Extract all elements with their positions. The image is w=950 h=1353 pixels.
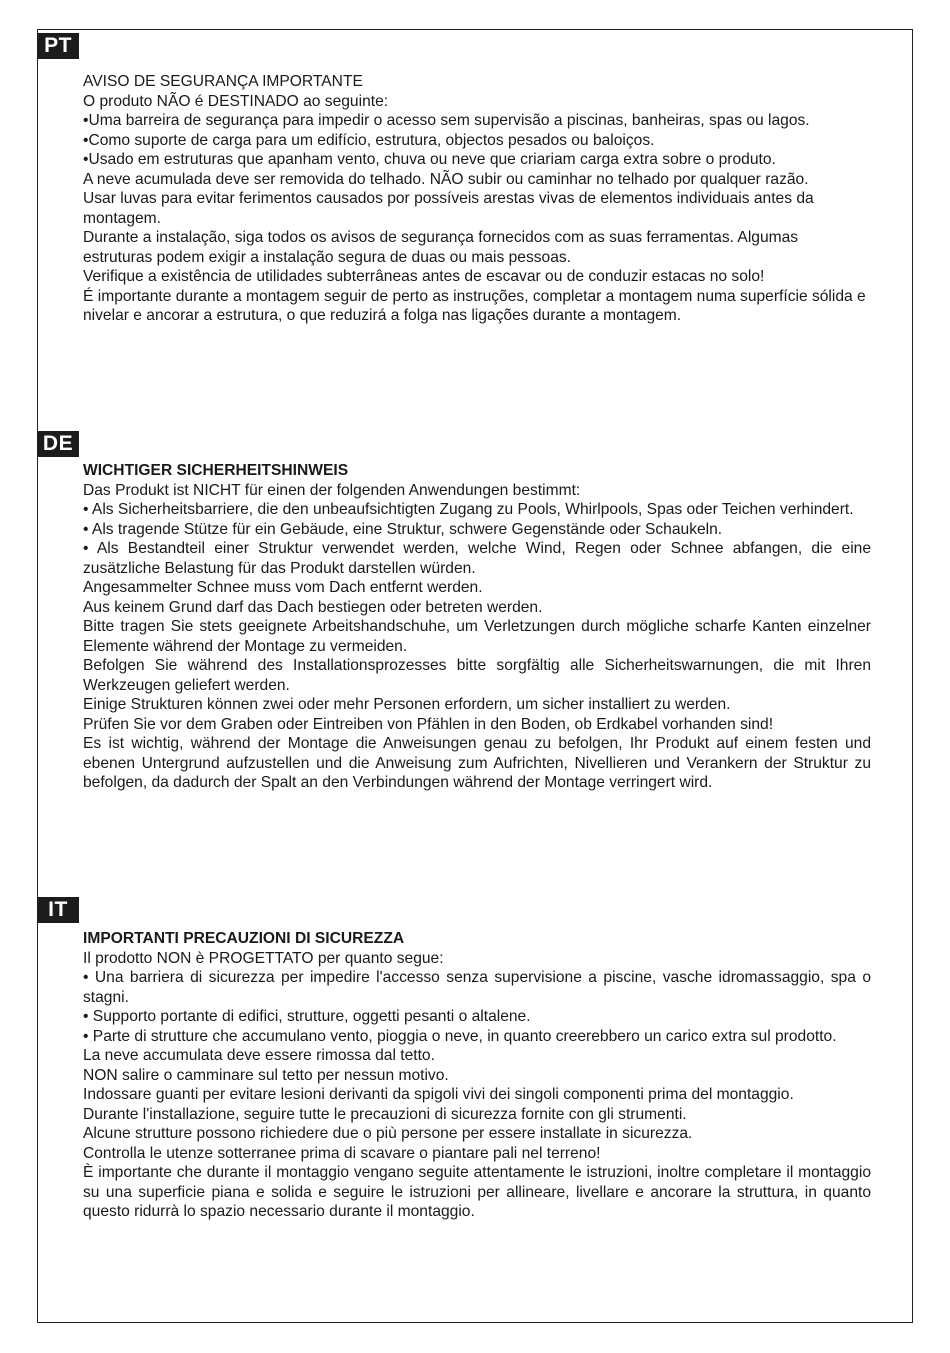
section-it-line: • Supporto portante di edifici, strutture, oggetti pesanti o altalene. bbox=[83, 1008, 531, 1025]
section-pt-line: Durante a instalação, siga todos os avisos de segurança fornecidos com as suas ferramentas. Algumas estruturas podem exigir a instalação segura de duas ou mais pessoas. bbox=[83, 229, 799, 266]
language-badge-de: DE bbox=[37, 431, 79, 457]
language-badge-it: IT bbox=[37, 897, 79, 923]
section-de-line: Bitte tragen Sie stets geeignete Arbeitshandschuhe, um Verletzungen durch mögliche scharfe Kanten einzelner Elemente während der Montage zu vermeiden. bbox=[83, 618, 871, 655]
section-de bbox=[83, 461, 871, 793]
section-pt-line: •Uma barreira de segurança para impedir o acesso sem supervisão a piscinas, banheiras, spas ou lagos. bbox=[83, 112, 810, 129]
section-de-line: • Als Bestandteil einer Struktur verwendet werden, welche Wind, Regen oder Schnee abfangen, die eine zusätzliche Belastung für das Produkt darstellen würden. bbox=[83, 540, 871, 577]
section-it-line: • Parte di strutture che accumulano vento, pioggia o neve, in quanto creerebbero un carico extra sul prodotto. bbox=[83, 1027, 837, 1045]
section-pt-line: O produto NÃO é DESTINADO ao seguinte: bbox=[83, 92, 389, 110]
section-de-line: Prüfen Sie vor dem Graben oder Eintreiben von Pfählen in den Boden, ob Erdkabel vorhanden sind! bbox=[83, 715, 774, 733]
section-it-line: Alcune strutture possono richiedere due o più persone per essere installate in sicurezza. bbox=[83, 1125, 693, 1142]
section-it-line: Il prodotto NON è PROGETTATO per quanto segue: bbox=[83, 949, 444, 967]
section-it-line: • Una barriera di sicurezza per impedire l'accesso senza supervisione a piscine, vasche idromassaggio, spa o stagni. bbox=[83, 969, 871, 1006]
section-de-line: • Als tragende Stütze für ein Gebäude, eine Struktur, schwere Gegenstände oder Schaukeln. bbox=[83, 520, 723, 538]
section-de-line: Das Produkt ist NICHT für einen der folgenden Anwendungen bestimmt: bbox=[83, 481, 581, 499]
section-de-line: • Als Sicherheitsbarriere, die den unbeaufsichtigten Zugang zu Pools, Whirlpools, Spas oder Teichen verhindert. bbox=[83, 501, 854, 518]
section-de-line: Einige Strukturen können zwei oder mehr Personen erfordern, um sicher installiert zu werden. bbox=[83, 696, 731, 713]
section-pt-line: •Usado em estruturas que apanham vento, chuva ou neve que criariam carga extra sobre o produto. bbox=[83, 151, 776, 168]
language-badge-pt: PT bbox=[37, 33, 79, 59]
section-it-line: La neve accumulata deve essere rimossa dal tetto. bbox=[83, 1047, 435, 1064]
section-pt-heading: AVISO DE SEGURANÇA IMPORTANTE bbox=[83, 73, 363, 90]
section-pt-line: Usar luvas para evitar ferimentos causados por possíveis arestas vivas de elementos individuais antes da montagem. bbox=[83, 190, 814, 227]
section-de-line: Angesammelter Schnee muss vom Dach entfernt werden. bbox=[83, 579, 483, 596]
section-it-line: Indossare guanti per evitare lesioni derivanti da spigoli vivi dei singoli componenti prima del montaggio. bbox=[83, 1086, 794, 1103]
section-de-line: Befolgen Sie während des Installationsprozesses bitte sorgfältig alle Sicherheitswarnungen, die mit Ihren Werkzeugen geliefert werden. bbox=[83, 657, 871, 694]
section-it-line: Controlla le utenze sotterranee prima di scavare o piantare pali nel terreno! bbox=[83, 1144, 601, 1162]
section-pt-line: Verifique a existência de utilidades subterrâneas antes de escavar ou de conduzir estacas no solo! bbox=[83, 268, 765, 285]
section-it bbox=[83, 929, 871, 1222]
section-it-line: Durante l'installazione, seguire tutte le precauzioni di sicurezza fornite con gli strumenti. bbox=[83, 1105, 687, 1123]
section-pt-line: •Como suporte de carga para um edifício, estrutura, objectos pesados ou baloiços. bbox=[83, 131, 655, 149]
section-pt-line: A neve acumulada deve ser removida do telhado. NÃO subir ou caminhar no telhado por qualquer razão. bbox=[83, 170, 809, 188]
section-de-heading: WICHTIGER SICHERHEITSHINWEIS bbox=[83, 462, 349, 479]
section-de-line: Aus keinem Grund darf das Dach bestiegen oder betreten werden. bbox=[83, 598, 543, 616]
section-de-line: Es ist wichtig, während der Montage die Anweisungen genau zu befolgen, Ihr Produkt auf einem festen und ebenen Untergrund aufzustellen und die Anweisung zum Aufrichten, Nivellieren und Verankern der Struktur zu befolgen, da dadurch der Spalt an den Verbindungen während der Montage verringert wird. bbox=[83, 735, 871, 791]
section-pt-line: É importante durante a montagem seguir de perto as instruções, completar a montagem numa superfície sólida e nivelar e ancorar a estrutura, o que reduzirá a folga nas ligações durante a montagem. bbox=[83, 287, 866, 324]
section-it-line: È importante che durante il montaggio vengano seguite attentamente le istruzioni, inoltre completare il montaggio su una superficie piana e solida e seguire le istruzioni per allineare, livellare e ancorare la struttura, in quanto questo ridurrà lo spazio necessario durante il montaggio. bbox=[83, 1164, 871, 1220]
section-it-line: NON salire o camminare sul tetto per nessun motivo. bbox=[83, 1066, 449, 1084]
section-pt bbox=[83, 72, 871, 326]
section-it-heading: IMPORTANTI PRECAUZIONI DI SICUREZZA bbox=[83, 930, 405, 947]
